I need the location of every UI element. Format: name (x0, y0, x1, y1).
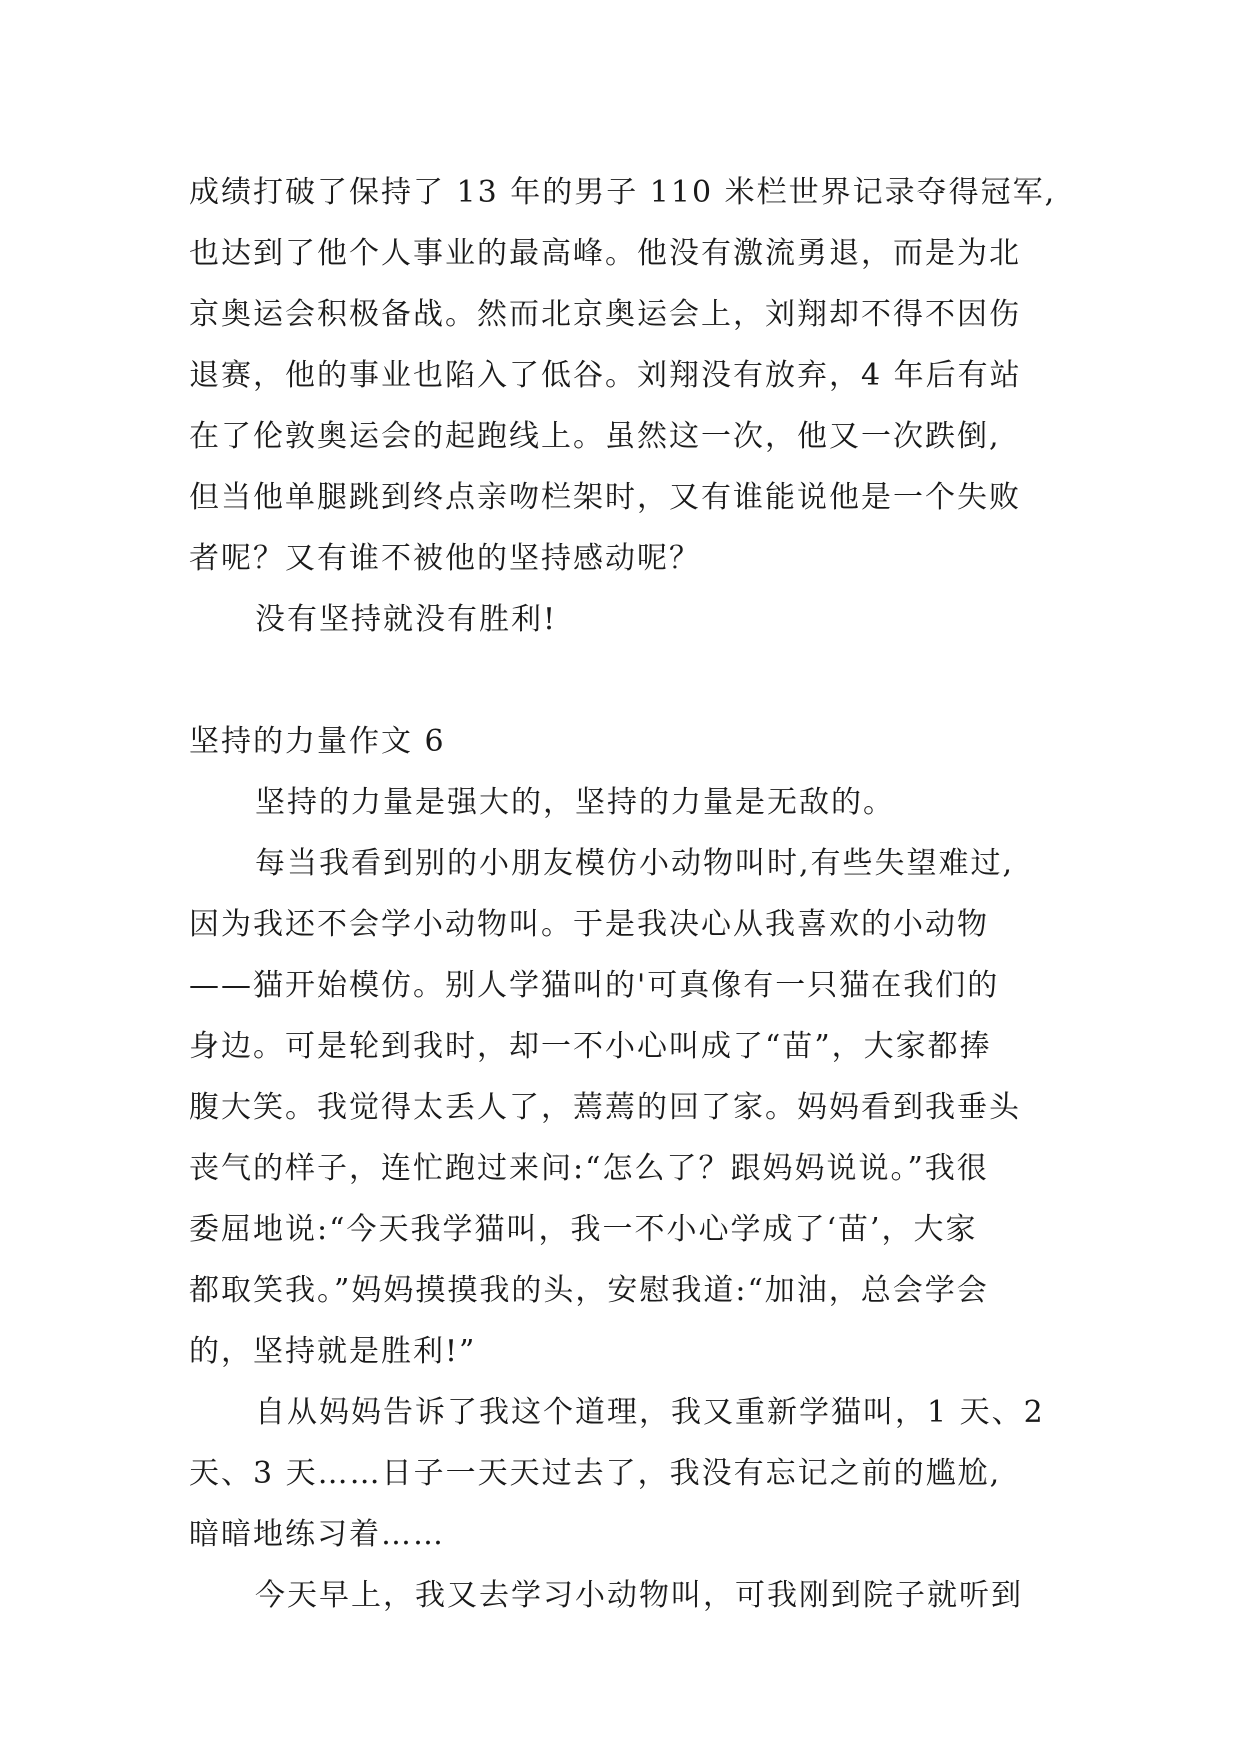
text-line: 丧气的样子，连忙跑过来问:“怎么了？跟妈妈说说。”我很 (189, 1151, 989, 1186)
text-line: 暗暗地练习着…… (189, 1517, 445, 1552)
text-line: 天、3 天……日子一天天过去了，我没有忘记之前的尴尬, (189, 1456, 1002, 1491)
section-title: 坚持的力量作文 6 (189, 724, 446, 759)
text-line: 京奥运会积极备战。然而北京奥运会上，刘翔却不得不因伤 (189, 297, 1021, 332)
text-line: 今天早上，我又去学习小动物叫，可我刚到院子就听到 (255, 1578, 1023, 1613)
text-line: 都取笑我。”妈妈摸摸我的头，安慰我道:“加油，总会学会 (189, 1273, 989, 1308)
text-line: 自从妈妈告诉了我这个道理，我又重新学猫叫，1 天、2 (255, 1395, 1045, 1430)
text-line: 但当他单腿跳到终点亲吻栏架时，又有谁能说他是一个失败 (189, 480, 1021, 515)
text-line: 的，坚持就是胜利!” (189, 1334, 477, 1369)
document-body (189, 162, 1069, 1626)
text-line: 腹大笑。我觉得太丢人了，蔫蔫的回了家。妈妈看到我垂头 (189, 1090, 1021, 1125)
text-line: 也达到了他个人事业的最高峰。他没有激流勇退，而是为北 (189, 236, 1021, 271)
closing-line: 没有坚持就没有胜利! (255, 602, 558, 637)
text-line: ——猫开始模仿。别人学猫叫的'可真像有一只猫在我们的 (189, 968, 1000, 1003)
text-line: 每当我看到别的小朋友模仿小动物叫时,有些失望难过, (255, 846, 1015, 881)
section-spacer (189, 650, 1069, 711)
text-line: 者呢？又有谁不被他的坚持感动呢？ (189, 541, 701, 576)
text-line: 身边。可是轮到我时，却一不小心叫成了“苗”，大家都捧 (189, 1029, 992, 1064)
text-line: 成绩打破了保持了 13 年的男子 110 米栏世界记录夺得冠军, (189, 175, 1057, 210)
text-line: 因为我还不会学小动物叫。于是我决心从我喜欢的小动物 (189, 907, 989, 942)
text-line: 在了伦敦奥运会的起跑线上。虽然这一次，他又一次跌倒, (189, 419, 1001, 454)
text-line: 委屈地说:“今天我学猫叫，我一不小心学成了‘苗’，大家 (189, 1212, 978, 1247)
intro-line: 坚持的力量是强大的，坚持的力量是无敌的。 (255, 785, 895, 820)
text-line: 退赛，他的事业也陷入了低谷。刘翔没有放弃，4 年后有站 (189, 358, 1022, 393)
